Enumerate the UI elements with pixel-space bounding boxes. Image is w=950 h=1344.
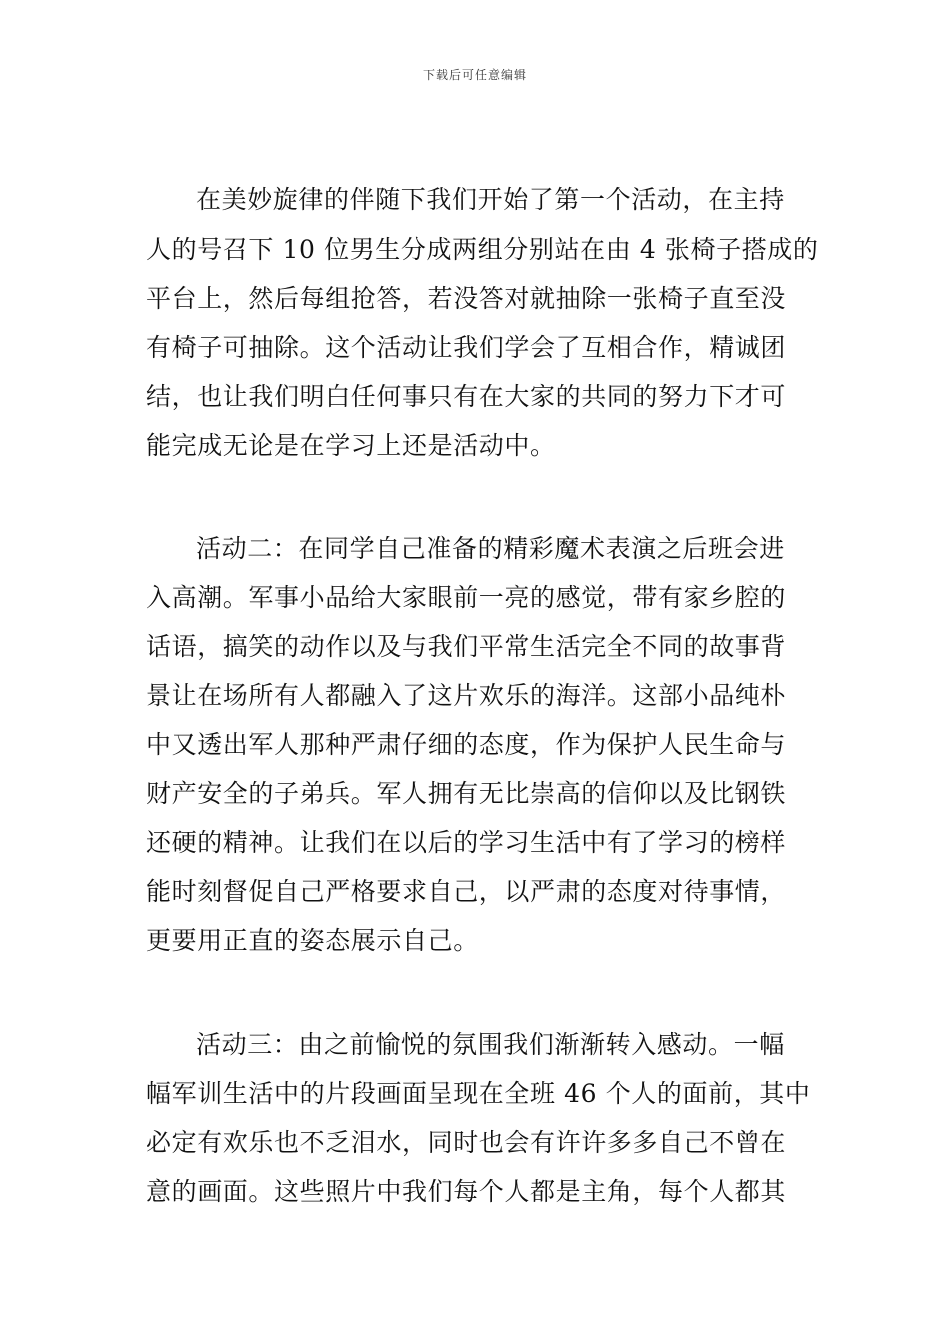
paragraph-2-line-3: 话语，搞笑的动作以及与我们平常生活完全不同的故事背	[146, 632, 787, 661]
paragraph-1-line-6: 能完成无论是在学习上还是活动中。	[146, 431, 556, 460]
paragraph-1-line-5: 结，也让我们明白任何事只有在大家的共同的努力下才可	[146, 382, 787, 411]
paragraph-1-line-3: 平台上，然后每组抢答，若没答对就抽除一张椅子直至没	[146, 284, 787, 313]
paragraph-2-line-8: 能时刻督促自己严格要求自己，以严肃的态度对待事情，	[146, 877, 787, 906]
paragraph-2-line-6: 财产安全的子弟兵。军人拥有无比崇高的信仰以及比钢铁	[146, 779, 787, 808]
paragraph-2-line-2: 入高潮。军事小品给大家眼前一亮的感觉，带有家乡腔的	[146, 583, 787, 612]
paragraph-1-line-1: 在美妙旋律的伴随下我们开始了第一个活动，在主持	[196, 185, 785, 214]
paragraph-2-line-7: 还硬的精神。让我们在以后的学习生活中有了学习的榜样	[146, 828, 787, 857]
paragraph-3-line-2: 幅军训生活中的片段画面呈现在全班 46 个人的面前，其中	[146, 1079, 811, 1108]
paragraph-2-line-9: 更要用正直的姿态展示自己。	[146, 926, 479, 955]
paragraph-3-line-4: 意的画面。这些照片中我们每个人都是主角，每个人都其	[146, 1177, 787, 1206]
paragraph-3-line-3: 必定有欢乐也不乏泪水，同时也会有许许多多自己不曾在	[146, 1128, 787, 1157]
paragraph-2-line-5: 中又透出军人那种严肃仔细的态度，作为保护人民生命与	[146, 730, 787, 759]
paragraph-1-line-4: 有椅子可抽除。这个活动让我们学会了互相合作，精诚团	[146, 333, 787, 362]
paragraph-2-line-1: 活动二：在同学自己准备的精彩魔术表演之后班会进	[196, 534, 785, 563]
paragraph-3-line-1: 活动三：由之前愉悦的氛围我们渐渐转入感动。一幅	[196, 1030, 785, 1059]
header-note: 下载后可任意编辑	[422, 68, 527, 82]
paragraph-1-line-2: 人的号召下 10 位男生分成两组分别站在由 4 张椅子搭成的	[146, 235, 819, 264]
paragraph-2-line-4: 景让在场所有人都融入了这片欢乐的海洋。这部小品纯朴	[146, 681, 787, 710]
